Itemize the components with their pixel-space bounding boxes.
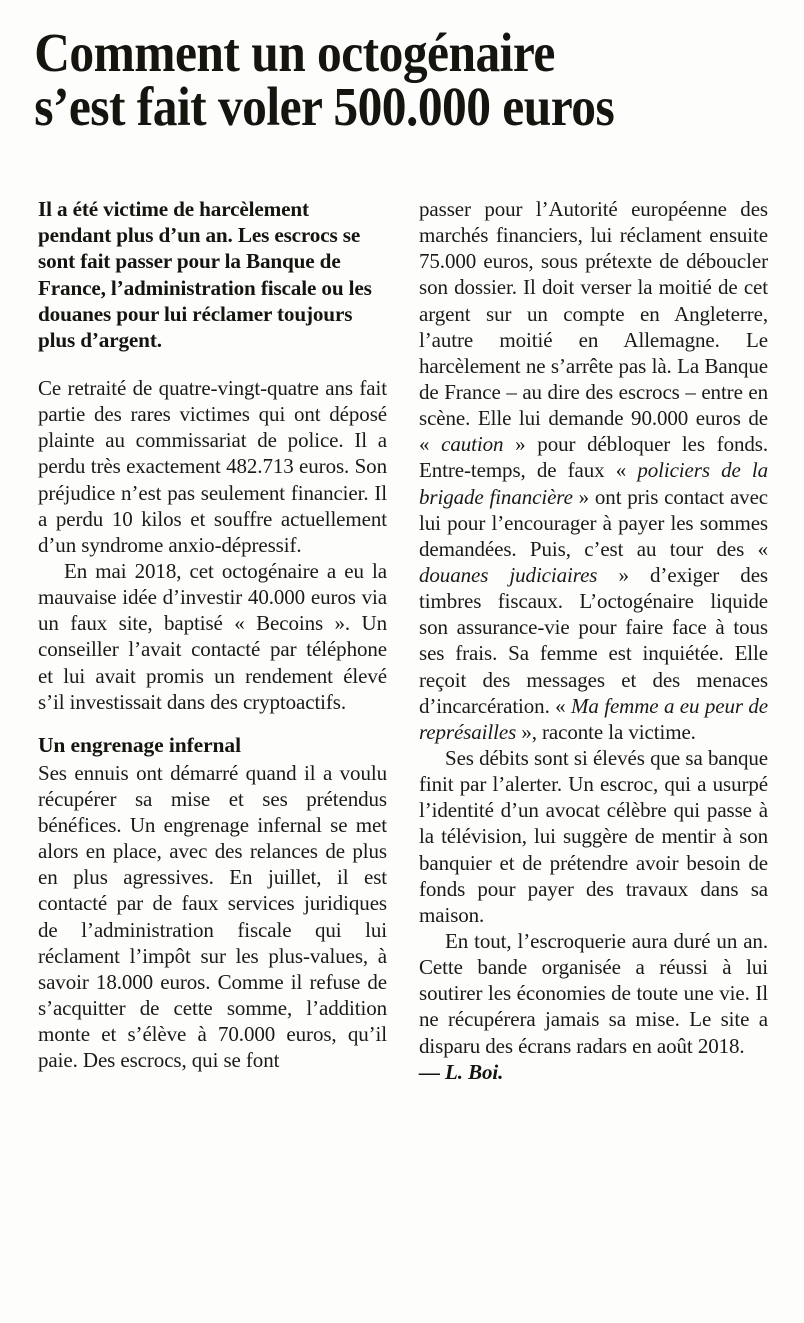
page-title: [0, 0, 804, 137]
continuation-text-c: » ont pris contact avec lui pour l’encourager à payer les sommes demandées. Puis, c’est au tour des «: [419, 484, 769, 561]
quote-ma-femme: Ma femme a eu peur de représailles: [419, 693, 768, 744]
continuation-text-a: passer pour l’Autorité européenne des marchés financiers, lui réclament ensuite 75.000 euros, sous prétexte de déboucler son dossier. Il doit verser la moitié de cet argent sur un compte en Angleterre, l’autre moitié en Allemagne. Le harcèlement ne s’arrête pas là. La Banque de France – au dire des escrocs – entre en scène. Elle lui demande 90.000 euros de «: [419, 197, 768, 457]
right-column: [419, 196, 768, 1286]
article-lead: Il a été victime de harcèlement pendant plus d’un an. Les escrocs se sont fait passer pour la Banque de France, l’administration fiscale ou les douanes pour lui réclamer toujours plus d’argent.: [38, 197, 372, 352]
headline-line-1: Comment un octogénaire: [34, 22, 555, 83]
headline-line-2: s’est fait voler 500.000 euros: [34, 75, 615, 137]
quote-caution: caution: [441, 432, 504, 457]
continuation-text-b: » pour débloquer les fonds. Entre-temps, de faux «: [419, 432, 768, 483]
left-paragraph-3: Ses ennuis ont démarré quand il a voulu récupérer sa mise et ses prétendus bénéfices. Un engrenage infernal se met alors en place, avec des relances de plus en plus agressives. En juillet, il est contacté par de faux services juridiques de l’administration fiscale qui lui réclament l’impôt sur les plus-values, à savoir 18.000 euros. Comme il refuse de s’acquitter de cette somme, l’addition monte et s’élève à 70.000 euros, qu’il paie. Des escrocs, qui se font: [38, 760, 387, 1073]
right-paragraph-4: Ses débits sont si élevés que sa banque finit par l’alerter. Un escroc, qui a usurpé l’identité d’un avocat célèbre qui passe à la télévision, lui suggère de mentir à son banquier et de prétendre avoir besoin de fonds pour payer des travaux dans sa maison.: [419, 745, 768, 927]
right-paragraph-5: En tout, l’escroquerie aura duré un an. Cette bande organisée a réussi à lui soutirer les économies de toute une vie. Il ne récupérera jamais sa mise. Le site a disparu des écrans radars en août 2018.: [419, 928, 768, 1058]
section-subheading: Un engrenage infernal: [38, 732, 241, 757]
left-column: [38, 196, 387, 1286]
article-columns: [38, 196, 768, 1286]
quote-douanes-judiciaires: douanes judiciaires: [419, 562, 598, 587]
quote-policiers-brigade-financiere: policiers de la brigade financière: [419, 458, 768, 509]
left-paragraph-2: En mai 2018, cet octogénaire a eu la mauvaise idée d’investir 40.000 euros via un faux site, baptisé « Becoins ». Un conseiller l’avait contacté par téléphone et lui avait promis un rendement élevé s’il investissait dans des cryptoactifs.: [38, 559, 387, 714]
left-paragraph-1: Ce retraité de quatre-vingt-quatre ans fait partie des rares victimes qui ont déposé plainte au commissariat de police. Il a perdu très exactement 482.713 euros. Son préjudice n’est pas seulement financier. Il a perdu 10 kilos et souffre actuellement d’un syndrome anxio-dépressif.: [38, 376, 387, 557]
continuation-text-d: » d’exiger des timbres fiscaux. L’octogénaire liquide son assurance-vie pour faire face à tous ses frais. Sa femme est inquiétée. Elle reçoit des messages et des menaces d’incarcération. «: [419, 562, 768, 718]
article-byline: — L. Boi.: [419, 1059, 504, 1084]
continuation-text-e: », raconte la victime.: [516, 719, 696, 744]
right-paragraph-continuation: [419, 196, 768, 745]
